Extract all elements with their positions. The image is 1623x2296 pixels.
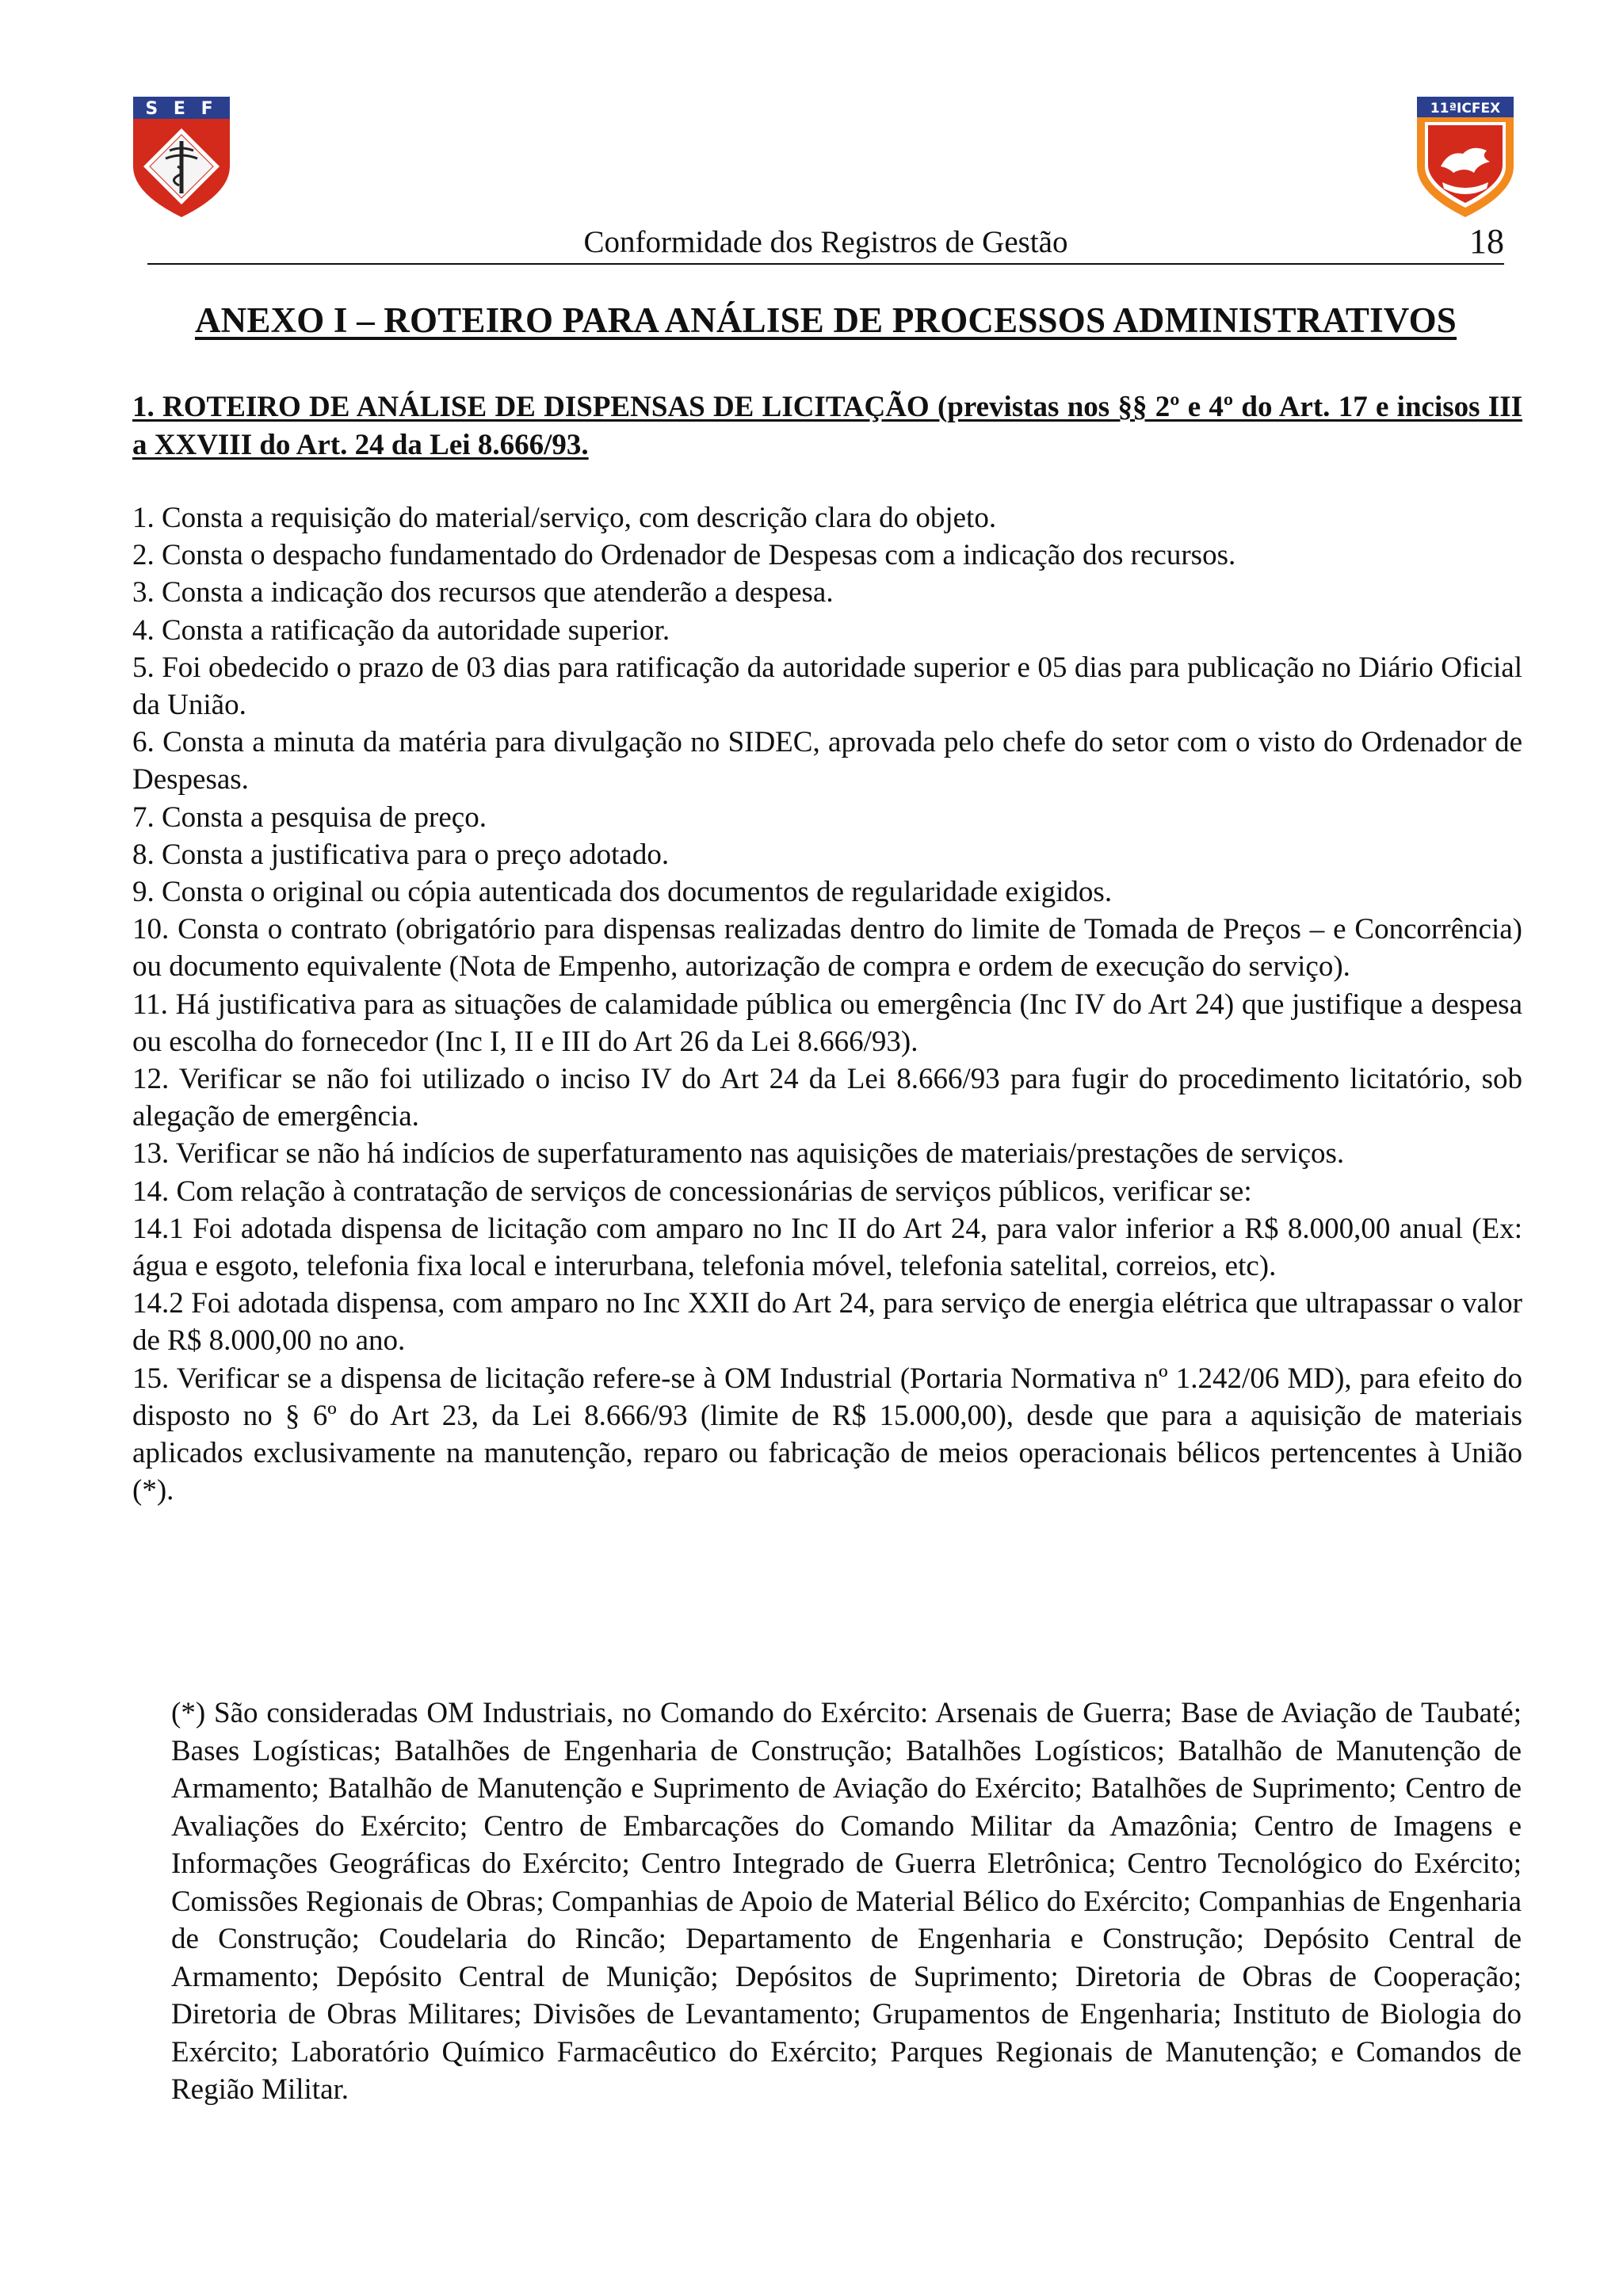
checklist-item: 4. Consta a ratificação da autoridade superior. xyxy=(132,613,670,647)
running-header xyxy=(147,223,1504,265)
checklist-item: 9. Consta o original ou cópia autenticada dos documentos de regularidade exigidos. xyxy=(132,876,1113,909)
footnote: (*) São consideradas OM Industriais, no Comando do Exército: Arsenais de Guerra; Base de Aviação de Taubaté; Bases Logísticas; Batalhões de Engenharia de Construção; Batalhões Logísticos; Batalhão de Manutenção de Armamento; Batalhão de Manutenção e Suprimento de Aviação do Exército; Batalhões de Suprimento; Centro de Avaliações do Exército; Centro de Embarcações do Comando Militar da Amazônia; Centro de Imagens e Informações Geográficas do Exército; Centro Integrado de Guerra Eletrônica; Centro Tecnológico do Exército; Comissões Regionais de Obras; Companhias de Apoio de Material Bélico do Exército; Companhias de Engenharia de Construção; Coudelaria do Rincão; Departamento de Engenharia e Construção; Depósito Central de Armamento; Depósito Central de Munição; Depósitos de Suprimento; Diretoria de Obras de Cooperação; Diretoria de Obras Militares; Divisões de Levantamento; Grupamentos de Engenharia; Instituto de Biologia do Exército; Laboratório Químico Farmacêutico do Exército; Parques Regionais de Manutenção; e Comandos de Região Militar. xyxy=(171,1697,1522,2106)
checklist-item: 15. Verificar se a dispensa de licitação refere-se à OM Industrial (Portaria Normativa nº 1.242/06 MD), para efeito do disposto no § 6º do Art 23, da Lei 8.666/93 (limite de R$ 15.000,00), desde que para a aquisição de materiais aplicados exclusivamente na manutenção, reparo ou fabricação de meios operacionais bélicos pertencentes à União (*). xyxy=(132,1362,1522,1507)
checklist-item: 12. Verificar se não foi utilizado o inciso IV do Art 24 da Lei 8.666/93 para fugir do procedimento licitatório, sob alegação de emergência. xyxy=(132,1063,1522,1133)
icfex-emblem-logo xyxy=(1414,94,1517,220)
page-number: 18 xyxy=(1469,222,1504,261)
checklist-item: 5. Foi obedecido o prazo de 03 dias para ratificação da autoridade superior e 05 dias para publicação no Diário Oficial da União. xyxy=(132,651,1522,722)
checklist-item: 10. Consta o contrato (obrigatório para dispensas realizadas dentro do limite de Tomada de Preços – e Concorrência) ou documento equivalente (Nota de Empenho, autorização de compra e ordem de execução do serviço). xyxy=(132,913,1522,984)
checklist-item: 1. Consta a requisição do material/serviço, com descrição clara do objeto. xyxy=(132,502,997,534)
checklist-item: 7. Consta a pesquisa de preço. xyxy=(132,800,487,834)
checklist-item: 8. Consta a justificativa para o preço adotado. xyxy=(132,838,670,871)
checklist-item: 11. Há justificativa para as situações de calamidade pública ou emergência (Inc IV do Art 24) que justifique a despesa ou escolha do fornecedor (Inc I, II e III do Art 26 da Lei 8.666/93). xyxy=(132,988,1522,1058)
checklist-item: 13. Verificar se não há indícios de superfaturamento nas aquisições de materiais/prestações de serviços. xyxy=(132,1137,1345,1171)
sef-shield-icon xyxy=(130,94,233,220)
checklist-item: 14. Com relação à contratação de serviços de concessionárias de serviços públicos, verificar se: xyxy=(132,1175,1252,1208)
checklist-item: 14.2 Foi adotada dispensa, com amparo no Inc XXII do Art 24, para serviço de energia elétrica que ultrapassar o valor de R$ 8.000,00 no ano. xyxy=(132,1287,1522,1358)
checklist xyxy=(132,499,1522,1509)
checklist-item: 2. Consta o despacho fundamentado do Ordenador de Despesas com a indicação dos recursos. xyxy=(132,539,1236,572)
section-heading: 1. ROTEIRO DE ANÁLISE DE DISPENSAS DE LICITAÇÃO (previstas nos §§ 2º e 4º do Art. 17 e incisos III a XXVIII do Art. 24 da Lei 8.666/93. xyxy=(132,391,1522,461)
checklist-item: 14.1 Foi adotada dispensa de licitação com amparo no Inc II do Art 24, para valor inferior a R$ 8.000,00 anual (Ex: água e esgoto, telefonia fixa local e interurbana, telefonia móvel, telefonia satelital, correios, etc). xyxy=(132,1212,1522,1283)
annex-title: ANEXO I – ROTEIRO PARA ANÁLISE DE PROCESSOS ADMINISTRATIVOS xyxy=(194,300,1457,340)
icfex-shield-icon xyxy=(1414,94,1517,220)
sef-emblem-logo xyxy=(130,94,233,220)
svg-text:S E F: S E F xyxy=(145,99,218,119)
svg-text:11ªICFEX: 11ªICFEX xyxy=(1430,101,1501,117)
checklist-item: 3. Consta a indicação dos recursos que atenderão a despesa. xyxy=(132,576,834,609)
running-header-title: Conformidade dos Registros de Gestão xyxy=(583,225,1068,259)
checklist-item: 6. Consta a minuta da matéria para divulgação no SIDEC, aprovada pelo chefe do setor com o visto do Ordenador de Despesas. xyxy=(132,726,1522,797)
